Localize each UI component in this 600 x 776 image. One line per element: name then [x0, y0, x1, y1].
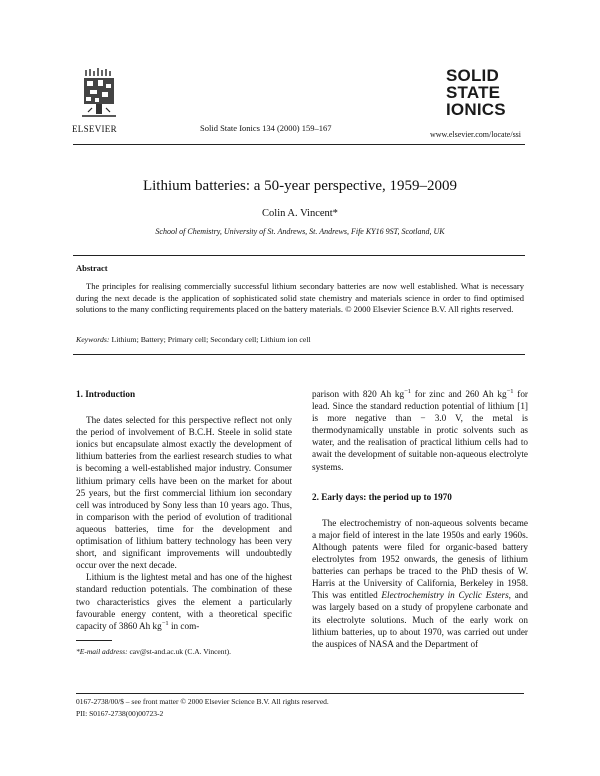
publisher-name: ELSEVIER [72, 124, 117, 134]
intro-paragraph-2-tail: in com- [168, 620, 200, 631]
superscript: −1 [404, 387, 412, 395]
journal-logo-line: SOLID [446, 66, 499, 85]
article-author: Colin A. Vincent* [262, 208, 338, 219]
journal-logo-line: STATE [446, 83, 501, 102]
section-heading-introduction: 1. Introduction [76, 389, 136, 399]
footnote-label: *E-mail address: [76, 647, 128, 656]
footer-rule [76, 693, 524, 694]
article-title: Lithium batteries: a 50-year perspective, 1959–2009 [142, 178, 458, 194]
author-affiliation: School of Chemistry, University of St. Andrews, St. Andrews, Fife KY16 9ST, Scotland, UK [155, 227, 445, 236]
abstract-heading: Abstract [76, 263, 108, 273]
left-column [76, 388, 292, 632]
intro-paragraph-2-text: Lithium is the lightest metal and has one of the highest standard reduction potentials. The combination of these two characteristics gives the element a particularly favourable energy content, with a theoretical specific capacity of 3860 Ah kg [76, 572, 292, 631]
intro-paragraph-1: The dates selected for this perspective reflect not only the period of involvement of B.C.H. Steele in solid state ionics but encapsulate almost exactly the development of lithium batteries from the earliest research studies to what is becoming a well-established major industry. Consumer lithium primary cells have been on the market for about 25 years, but the first commercial lithium ion secondary cell was introduced by Sony less than 10 years ago. Thus, in comparison with the period of evolution of traditional aqueous batteries, time for the development and optimisation of lithium battery technology has been very short, and significant improvements will undoubtedly occur over the next decade. [76, 415, 292, 571]
superscript: −1 [161, 619, 169, 627]
keywords-label: Keywords: [76, 335, 110, 344]
abstract-bottom-rule [73, 354, 525, 355]
early-days-text-a: The electrochemistry of non-aqueous solvents became a major field of interest in the late 1950s and early 1960s. Although patents were filed for organic-based battery electrolytes from 1952 onwards, the genesis of lithium batteries can perhaps be traced to the PhD thesis of W. Harris at the University of California, Berkeley in 1958. This was entitled [312, 517, 528, 601]
pii-line: PII: S0167-2738(00)00723-2 [76, 709, 164, 718]
keywords [76, 335, 311, 344]
journal-logo [446, 67, 520, 118]
footnote-email[interactable]: cav@st-and.ac.uk (C.A. Vincent). [127, 647, 231, 656]
footnote-rule [76, 640, 112, 641]
continued-text-a: parison with 820 Ah kg [312, 389, 405, 399]
abstract-body: The principles for realising commercially successful lithium secondary batteries are now well established. What is necessary during the next decade is the application of sophisticated solid state chemistry and materials science in order to find optimised solutions to the many conflicting requirements placed on the battery materials. © 2000 Elsevier Science B.V. All rights reserved. [76, 281, 524, 314]
continued-text-c: for lead. Since the standard reduction potential of lithium [1] is more negative than − 3.0 V, the metal is thermodynamically unstable in protic solvents such as water, and the realisation of practical lithium cells had to await the development of suitable non-aqueous electrolyte systems. [312, 389, 528, 472]
keywords-list: Lithium; Battery; Primary cell; Secondary cell; Lithium ion cell [111, 335, 311, 344]
intro-paragraph-2 [76, 571, 292, 631]
continued-text-b: for zinc and 260 Ah kg [411, 389, 507, 399]
early-days-text-b: , and was largely based on a study of propylene carbonate and its electrolyte solutions. Much of the early work on lithium batteries, up to about 1970, was carried out under the auspices of NASA and the Department of [312, 590, 528, 649]
copyright-line: 0167-2738/00/$ – see front matter © 2000 Elsevier Science B.V. All rights reserved. [76, 697, 329, 706]
superscript: −1 [506, 387, 514, 395]
journal-url[interactable]: www.elsevier.com/locate/ssi [430, 130, 522, 139]
early-days-paragraph [312, 517, 528, 650]
footnote [76, 647, 231, 656]
journal-reference: Solid State Ionics 134 (2000) 159–167 [200, 123, 332, 133]
right-column [312, 388, 528, 650]
continued-paragraph [312, 388, 528, 473]
thesis-title: Electrochemistry in Cyclic Esters [381, 590, 509, 601]
abstract-top-rule [73, 255, 525, 256]
section-heading-early-days: 2. Early days: the period up to 1970 [312, 491, 452, 502]
journal-logo-line: IONICS [446, 100, 506, 119]
header-rule [73, 144, 525, 145]
